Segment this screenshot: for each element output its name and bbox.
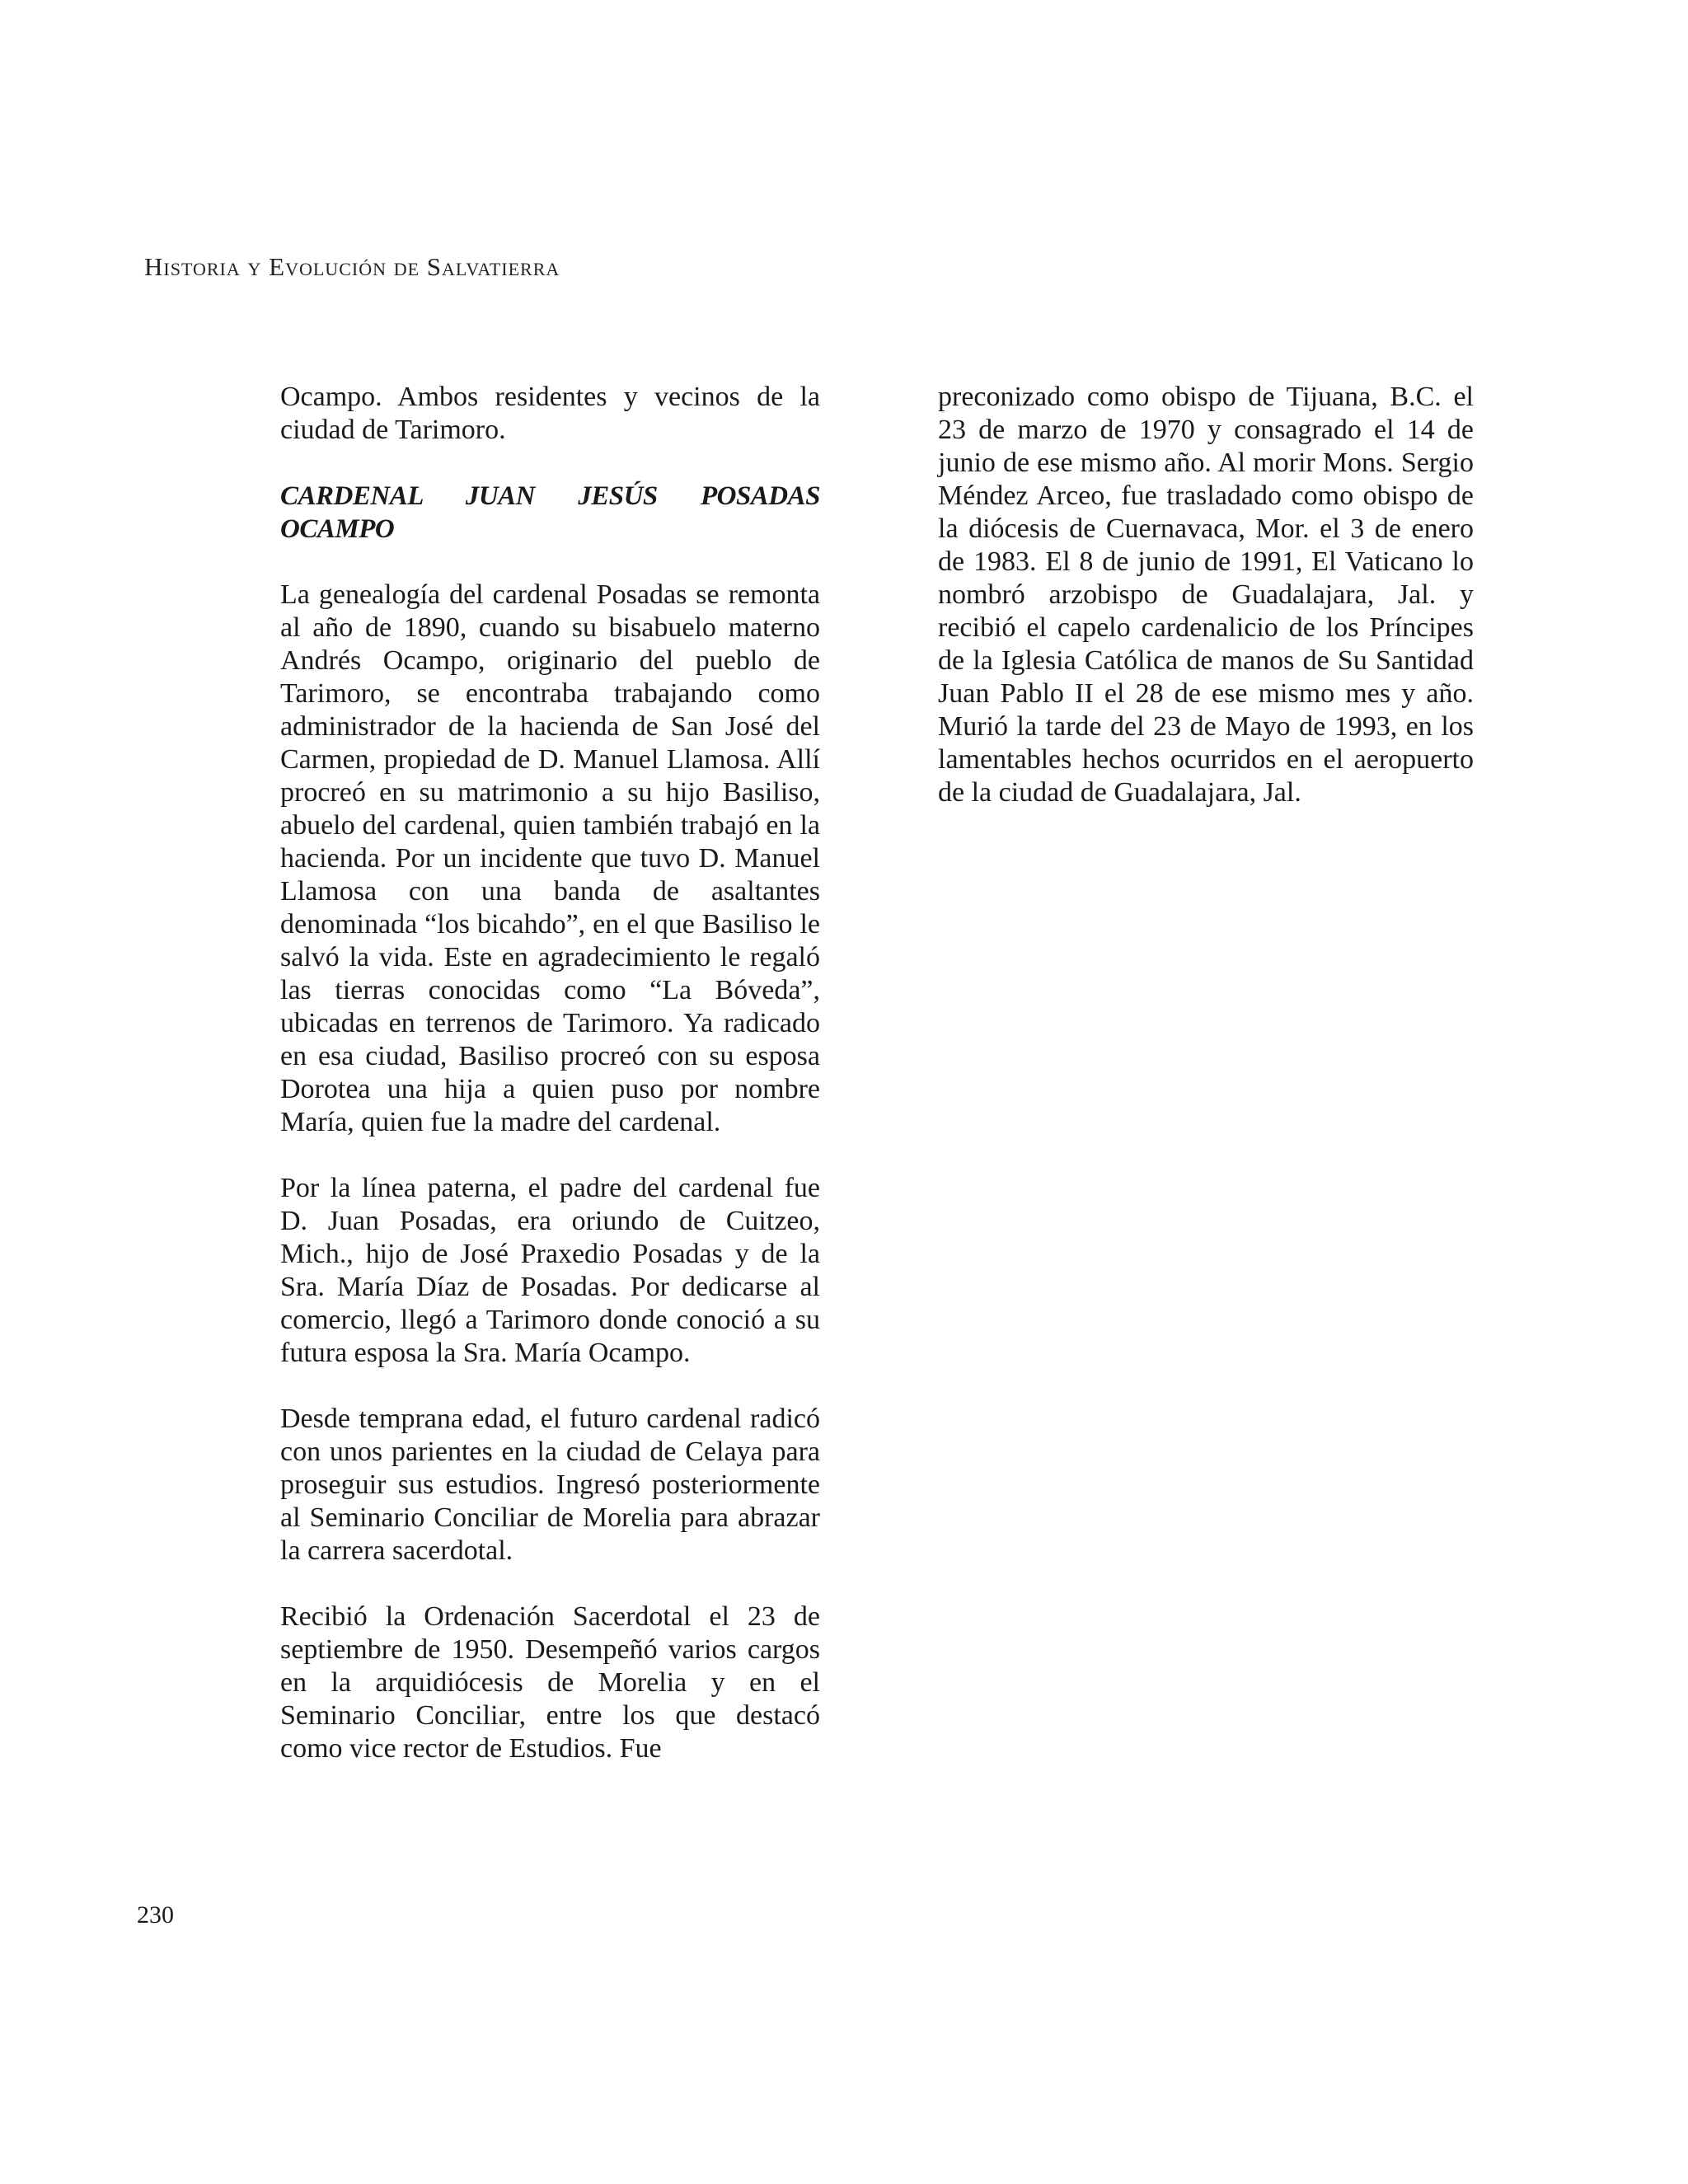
- paragraph: La genealogía del cardenal Posadas se remonta al año de 1890, cuando su bisabuelo materno Andrés Ocampo, originario del pueblo de Tarimoro, se encontraba trabajando como administrador de la hacienda de San José del Carmen, propiedad de D. Manuel Llamosa. Allí procreó en su matrimonio a su hijo Basiliso, abuelo del cardenal, quien también trabajó en la hacienda. Por un incidente que tuvo D. Manuel Llamosa con una banda de asaltantes denominada “los bicahdo”, en el que Basiliso le salvó la vida. Este en agradecimiento le regaló las tierras conocidas como “La Bóveda”, ubicadas en terrenos de Tarimoro. Ya radicado en esa ciudad, Basiliso procreó con su esposa Dorotea una hija a quien puso por nombre María, quien fue la madre del cardenal.: [280, 579, 820, 1137]
- paragraph: Por la línea paterna, el padre del cardenal fue D. Juan Posadas, era oriundo de Cuitzeo, Mich., hijo de José Praxedio Posadas y de la Sra. María Díaz de Posadas. Por dedicarse al comercio, llegó a Tarimoro donde conoció a su futura esposa la Sra. María Ocampo.: [280, 1173, 820, 1368]
- paragraph: preconizado como obispo de Tijuana, B.C. el 23 de marzo de 1970 y consagrado el 14 de junio de ese mismo año. Al morir Mons. Sergio Méndez Arceo, fue trasladado como obispo de la diócesis de Cuernavaca, Mor. el 3 de enero de 1983. El 8 de junio de 1991, El Vaticano lo nombró arzobispo de Guadalajara, Jal. y recibió el capelo cardenalicio de los Príncipes de la Iglesia Católica de manos de Su Santidad Juan Pablo II el 28 de ese mismo mes y año. Murió la tarde del 23 de Mayo de 1993, en los lamentables hechos ocurridos en el aeropuerto de la ciudad de Guadalajara, Jal.: [938, 382, 1474, 808]
- paragraph: Desde temprana edad, el futuro cardenal radicó con unos parientes en la ciudad de Celaya para proseguir sus estudios. Ingresó posteriormente al Seminario Conciliar de Morelia para abrazar la carrera sacerdotal.: [280, 1404, 820, 1566]
- running-header: Historia y Evolución de Salvatierra: [144, 252, 560, 281]
- section-heading: CARDENAL JUAN JESÚS POSADAS OCAMPO: [280, 481, 820, 544]
- page-number: 230: [137, 1901, 174, 1929]
- left-column: [280, 381, 820, 1798]
- paragraph: Recibió la Ordenación Sacerdotal el 23 de septiembre de 1950. Desempeñó varios cargos en la arquidiócesis de Morelia y en el Seminario Conciliar, entre los que destacó como vice rector de Estudios. Fue: [280, 1601, 820, 1764]
- right-column: [938, 381, 1474, 842]
- paragraph: Ocampo. Ambos residentes y vecinos de la ciudad de Tarimoro.: [280, 382, 820, 445]
